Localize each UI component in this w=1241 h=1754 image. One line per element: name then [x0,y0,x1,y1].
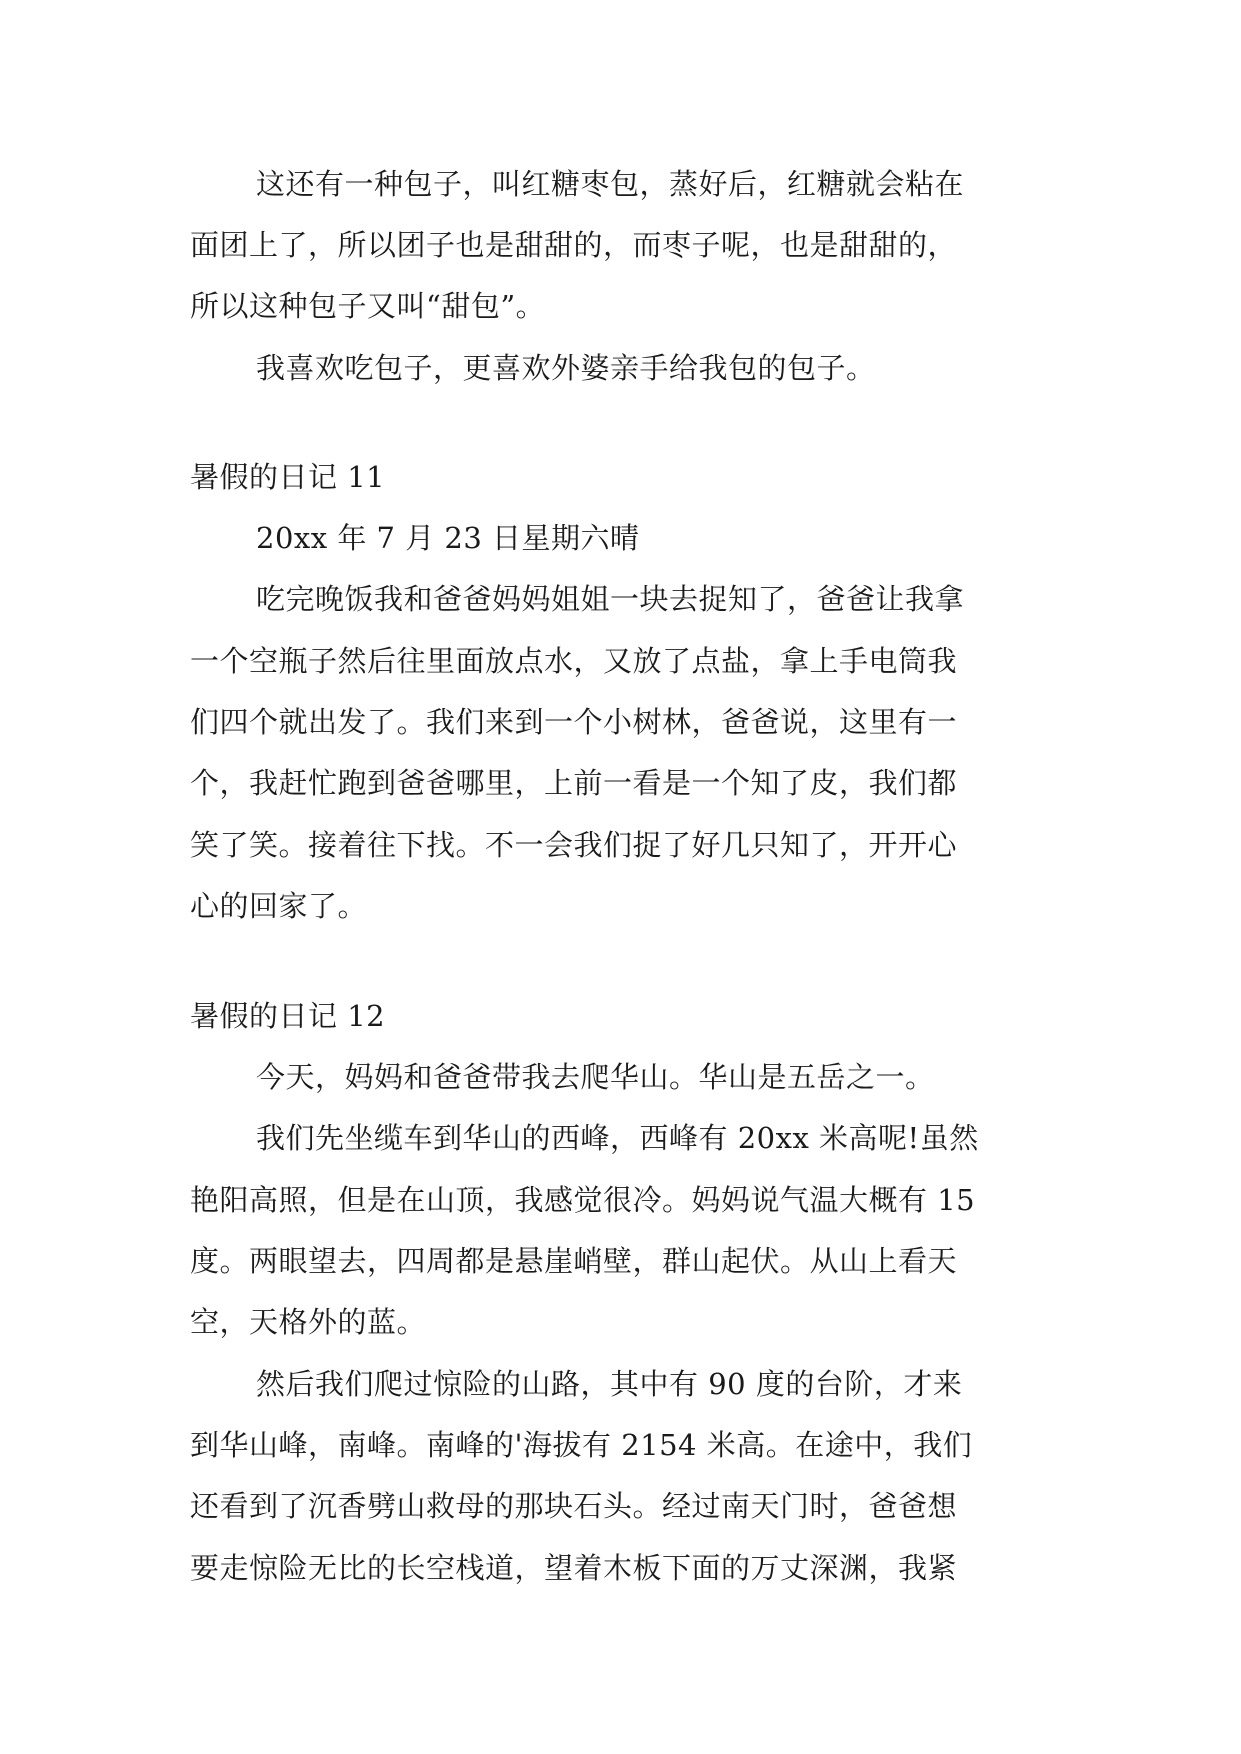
paragraph-line: 度。两眼望去，四周都是悬崖峭壁，群山起伏。从山上看天 [190,1244,958,1278]
diary-11-title: 暑假的日记 11 [190,460,386,494]
paragraph-line: 我们先坐缆车到华山的西峰，西峰有 20xx 米高呢!虽然 [256,1121,979,1155]
paragraph-line: 到华山峰，南峰。南峰的'海拔有 2154 米高。在途中，我们 [190,1428,973,1462]
diary-11-date: 20xx 年 7 月 23 日星期六晴 [256,521,640,555]
paragraph-line: 笑了笑。接着往下找。不一会我们捉了好几只知了，开开心 [190,828,958,862]
paragraph-line: 这还有一种包子，叫红糖枣包，蒸好后，红糖就会粘在 [256,167,965,201]
paragraph-line: 今天，妈妈和爸爸带我去爬华山。华山是五岳之一。 [256,1060,935,1094]
paragraph-line: 要走惊险无比的长空栈道，望着木板下面的万丈深渊，我紧 [190,1551,958,1585]
paragraph-line: 空，天格外的蓝。 [190,1305,427,1339]
paragraph-line: 们四个就出发了。我们来到一个小树林，爸爸说，这里有一 [190,705,958,739]
paragraph-line: 所以这种包子又叫“甜包”。 [190,289,546,323]
paragraph-line: 艳阳高照，但是在山顶，我感觉很冷。妈妈说气温大概有 15 [190,1183,976,1217]
paragraph-line: 然后我们爬过惊险的山路，其中有 90 度的台阶，才来 [256,1367,963,1401]
paragraph-line: 还看到了沉香劈山救母的那块石头。经过南天门时，爸爸想 [190,1489,958,1523]
paragraph-line: 面团上了，所以团子也是甜甜的，而枣子呢，也是甜甜的， [190,228,958,262]
paragraph-line: 我喜欢吃包子，更喜欢外婆亲手给我包的包子。 [256,351,876,385]
paragraph-line: 心的回家了。 [190,889,368,923]
diary-12-title: 暑假的日记 12 [190,999,386,1033]
paragraph-line: 吃完晚饭我和爸爸妈妈姐姐一块去捉知了，爸爸让我拿 [256,582,965,616]
paragraph-line: 一个空瓶子然后往里面放点水，又放了点盐，拿上手电筒我 [190,644,958,678]
paragraph-line: 个，我赶忙跑到爸爸哪里，上前一看是一个知了皮，我们都 [190,766,958,800]
